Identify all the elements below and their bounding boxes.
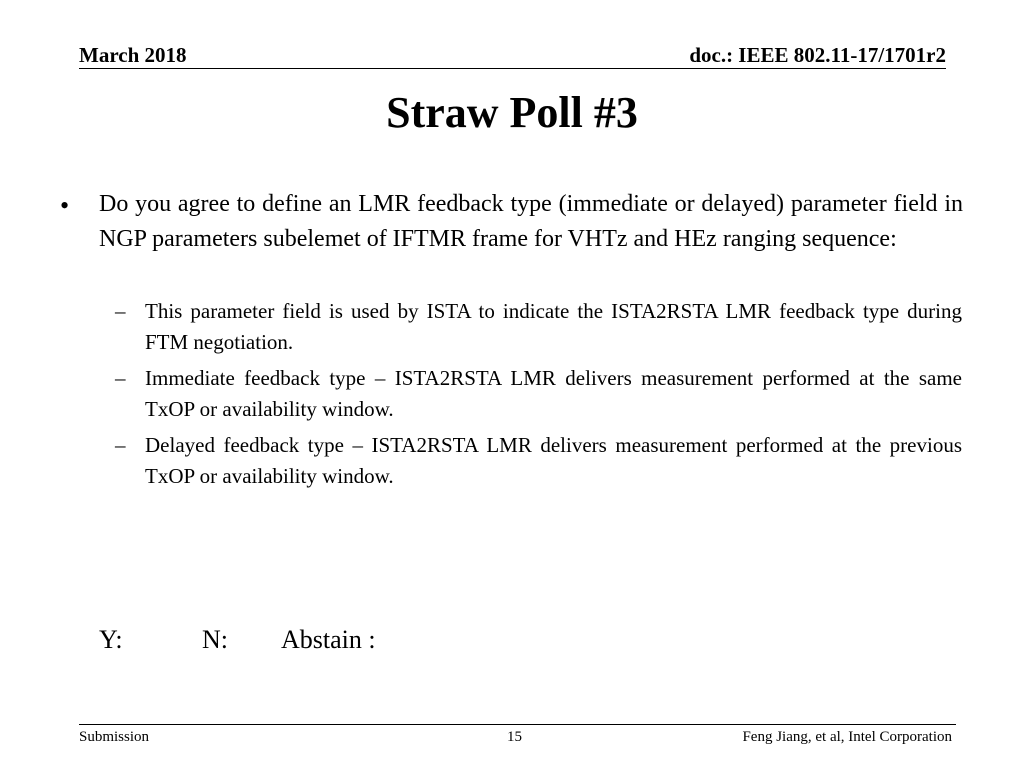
sub-item-text: Delayed feedback type – ISTA2RSTA LMR delivers measurement performed at the previous TxOP or availability window. [145,433,962,488]
vote-yes-label: Y: [99,625,123,654]
bullet-text: Do you agree to define an LMR feedback type (immediate or delayed) parameter field in NGP parameters subelemet of IFTMR frame for VHTz and HEz ranging sequence: [99,191,963,252]
slide-title: Straw Poll #3 [386,88,638,137]
sub-item-marker: – [115,433,126,457]
footer-divider [79,724,956,725]
vote-no-label: N: [202,625,228,654]
vote-abstain-label: Abstain : [281,625,376,654]
sub-item-text: This parameter field is used by ISTA to indicate the ISTA2RSTA LMR feedback type during FTM negotiation. [145,299,962,354]
sub-item-marker: – [115,366,126,390]
sub-item-text: Immediate feedback type – ISTA2RSTA LMR delivers measurement performed at the same TxOP or availability window. [145,366,962,421]
footer-page-number: 15 [507,729,522,745]
header-date: March 2018 [79,43,187,67]
footer-submission: Submission [79,729,150,745]
footer-author: Feng Jiang, et al, Intel Corporation [742,729,952,745]
header-doc-id: doc.: IEEE 802.11-17/1701r2 [689,43,946,67]
sub-item-marker: – [115,299,126,323]
bullet-marker: • [60,191,70,220]
header-divider [79,68,946,69]
